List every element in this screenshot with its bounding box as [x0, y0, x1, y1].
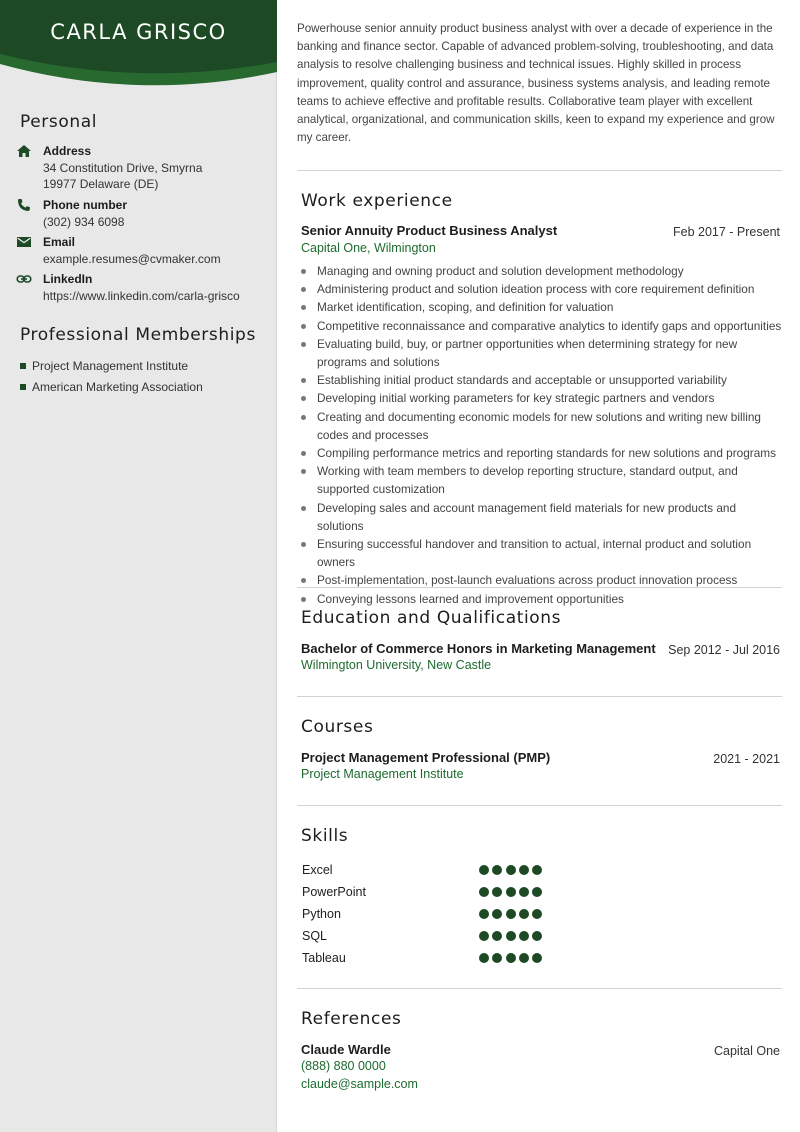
list-item: Ensuring successful handover and transition to actual, internal product and solution owners	[301, 535, 784, 571]
list-item: Developing initial working parameters for key strategic partners and vendors	[301, 389, 784, 407]
skill-name: Tableau	[302, 951, 346, 965]
email-value[interactable]: example.resumes@cvmaker.com	[43, 252, 221, 266]
courses-title: Courses	[301, 717, 374, 737]
phone-label: Phone number	[43, 198, 128, 212]
work-title: Work experience	[301, 191, 453, 211]
job-bullets	[301, 262, 784, 608]
rating-dot	[479, 887, 489, 897]
linkedin-value[interactable]: https://www.linkedin.com/carla-grisco	[43, 289, 240, 303]
course-dates: 2021 - 2021	[713, 752, 780, 766]
skill-name: SQL	[302, 929, 328, 943]
rating-dot	[492, 865, 502, 875]
skills-title: Skills	[301, 826, 349, 846]
rating-dot	[479, 909, 489, 919]
education-dates: Sep 2012 - Jul 2016	[668, 643, 780, 657]
skill-row	[302, 929, 562, 945]
membership-item	[20, 359, 188, 373]
address-label: Address	[43, 144, 92, 158]
section-divider	[297, 805, 782, 806]
sidebar	[0, 0, 277, 1132]
address-value	[43, 160, 202, 192]
skill-row	[302, 951, 562, 967]
list-item: Market identification, scoping, and definition for valuation	[301, 298, 784, 316]
section-divider	[297, 988, 782, 989]
bullet-square-icon	[20, 363, 26, 369]
link-icon	[16, 272, 32, 286]
rating-dot	[532, 865, 542, 875]
skill-name: Python	[302, 907, 341, 921]
degree-title: Bachelor of Commerce Honors in Marketing Management	[301, 641, 656, 656]
membership-item	[20, 380, 203, 394]
list-item: Competitive reconnaissance and comparative analytics to identify gaps and opportunities	[301, 317, 784, 335]
course-provider: Project Management Institute	[301, 767, 464, 781]
rating-dot	[532, 953, 542, 963]
school-name: Wilmington University, New Castle	[301, 658, 492, 672]
phone-icon	[16, 198, 32, 212]
rating-dot	[519, 931, 529, 941]
list-item: Post-implementation, post-launch evaluations across product innovation process	[301, 571, 784, 589]
rating-dot	[492, 887, 502, 897]
list-item: Managing and owning product and solution development methodology	[301, 262, 784, 280]
rating-dot	[492, 909, 502, 919]
skill-row	[302, 885, 562, 901]
skill-name: Excel	[302, 863, 333, 877]
job-title: Senior Annuity Product Business Analyst	[301, 223, 558, 238]
bullet-square-icon	[20, 384, 26, 390]
rating-dot	[532, 887, 542, 897]
skill-row	[302, 863, 562, 879]
rating-dot	[519, 909, 529, 919]
section-divider	[297, 587, 782, 588]
list-item: Creating and documenting economic models for new solutions and writing new billing codes and processes	[301, 408, 784, 444]
rating-dot	[519, 953, 529, 963]
skill-name: PowerPoint	[302, 885, 366, 899]
rating-dot	[506, 887, 516, 897]
section-divider	[297, 696, 782, 697]
rating-dot	[492, 931, 502, 941]
rating-dot	[506, 931, 516, 941]
skill-row	[302, 907, 562, 923]
reference-name: Claude Wardle	[301, 1042, 391, 1057]
reference-phone: (888) 880 0000	[301, 1059, 386, 1073]
rating-dot	[519, 887, 529, 897]
rating-dot	[506, 909, 516, 919]
education-title: Education and Qualifications	[301, 608, 562, 628]
rating-dot	[506, 953, 516, 963]
address-line-1: 34 Constitution Drive, Smyrna	[43, 161, 203, 175]
rating-dot	[479, 865, 489, 875]
list-item: Working with team members to develop reporting structure, standard output, and supported customization	[301, 462, 784, 498]
list-item: Compiling performance metrics and reporting standards for new solutions and programs	[301, 444, 784, 462]
references-title: References	[301, 1009, 402, 1029]
profile-summary: Powerhouse senior annuity product business analyst with over a decade of experience in the banking and finance sector. Capable of advanced problem-solving, troubleshooting, and data analysis to resolve challenging business and technical issues. Highly skilled in process improvement, quality control and assurance, business systems analysis, and leading remote teams to achieve effective and profitable results. Collaborative team player with excellent analytical, organizational, and communication skills, keen to expand my experience and grow my career.	[297, 22, 775, 145]
list-item: Administering product and solution ideation process with core requirement definition	[301, 280, 784, 298]
home-icon	[16, 144, 32, 158]
mail-icon	[16, 235, 32, 249]
reference-company: Capital One	[713, 1044, 780, 1058]
membership-label: Project Management Institute	[32, 359, 189, 373]
rating-dot	[479, 931, 489, 941]
name-banner	[0, 0, 277, 95]
list-item: Developing sales and account management field materials for new products and solutions	[301, 499, 784, 535]
rating-dot	[479, 953, 489, 963]
address-line-2: 19977 Delaware (DE)	[43, 177, 159, 191]
rating-dot	[532, 931, 542, 941]
rating-dot	[519, 865, 529, 875]
memberships-title: Professional Memberships	[20, 325, 256, 345]
membership-label: American Marketing Association	[32, 380, 203, 394]
list-item: Establishing initial product standards and acceptable or unsupported variability	[301, 371, 784, 389]
email-label: Email	[43, 235, 76, 249]
reference-email[interactable]: claude@sample.com	[301, 1077, 418, 1091]
rating-dot	[506, 865, 516, 875]
banner-shape	[0, 0, 277, 95]
course-title: Project Management Professional (PMP)	[301, 750, 551, 765]
phone-value: (302) 934 6098	[43, 215, 125, 229]
job-dates: Feb 2017 - Present	[672, 225, 780, 239]
candidate-name: CARLA GRISCO	[50, 20, 227, 44]
linkedin-label: LinkedIn	[43, 272, 93, 286]
section-divider	[297, 170, 782, 171]
company-name: Capital One, Wilmington	[301, 241, 436, 255]
rating-dot	[492, 953, 502, 963]
list-item: Evaluating build, buy, or partner opportunities when determining strategy for new programs and solutions	[301, 335, 784, 371]
list-item: Conveying lessons learned and improvement opportunities	[301, 590, 784, 608]
personal-title: Personal	[20, 112, 98, 132]
rating-dot	[532, 909, 542, 919]
